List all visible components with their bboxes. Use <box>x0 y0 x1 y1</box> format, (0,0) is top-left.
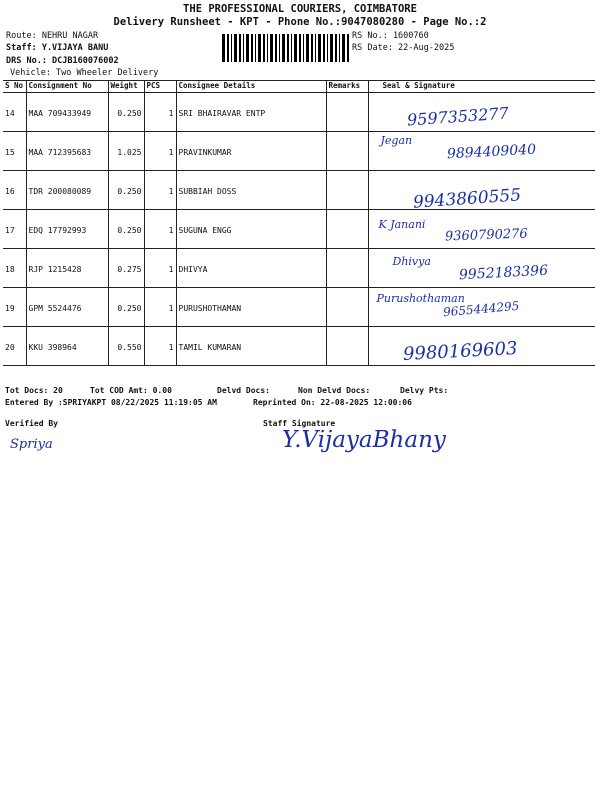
barcode-bar <box>258 34 261 62</box>
row-seal-signature <box>368 93 595 132</box>
barcode-bar <box>303 34 304 62</box>
barcode-bar <box>323 34 325 62</box>
barcode-bar <box>275 34 277 62</box>
row-seal-signature <box>368 171 595 213</box>
verifier-signature: Spriya <box>10 437 53 452</box>
barcode-bar <box>222 34 225 62</box>
handwritten-phone-number: 9980169603 <box>402 338 518 365</box>
row-consignee: SUBBIAH DOSS <box>176 171 326 210</box>
entered-by: Entered By :SPRIYAKPT 08/22/2025 11:19:05 AM <box>5 398 217 407</box>
barcode-bar <box>279 34 280 62</box>
table-row <box>3 93 595 132</box>
row-seal-signature <box>368 210 595 249</box>
row-weight: 0.250 <box>108 171 144 210</box>
barcode-bar <box>327 34 328 62</box>
barcode-bar <box>255 34 256 62</box>
barcode-bar <box>267 34 268 62</box>
row-remarks <box>326 249 368 288</box>
row-remarks <box>326 288 368 327</box>
row-consignee: DHIVYA <box>176 249 326 288</box>
handwritten-name: Purushothaman <box>376 292 465 305</box>
barcode-bar <box>251 34 253 62</box>
runsheet-subtitle: Delivery Runsheet - KPT - Phone No.:9047080280 - Page No.:2 <box>113 16 487 28</box>
row-pcs: 1 <box>144 210 176 249</box>
table-row <box>3 132 595 171</box>
delivered-docs: Delvd Docs: <box>217 386 270 395</box>
row-remarks <box>326 171 368 210</box>
barcode-bar <box>291 34 292 62</box>
row-sno: 19 <box>3 288 26 327</box>
col-pcs: PCS <box>144 81 176 93</box>
row-pcs: 1 <box>144 327 176 366</box>
barcode-bar <box>342 34 345 62</box>
row-remarks <box>326 132 368 171</box>
row-consignment-no: TDR 200080089 <box>26 171 108 210</box>
row-consignee: TAMIL KUMARAN <box>176 327 326 366</box>
staff-handwritten-signature: Y.VijayaBhany <box>282 427 446 453</box>
handwritten-phone-number: 9360790276 <box>444 226 528 245</box>
barcode-bar <box>311 34 313 62</box>
table-row <box>3 288 595 327</box>
handwritten-name: K Janani <box>378 218 426 231</box>
handwritten-phone-number: 9894409040 <box>446 141 536 163</box>
barcode-bar <box>315 34 316 62</box>
vehicle-label: Vehicle: Two Wheeler Delivery <box>10 68 159 78</box>
handwritten-name: Jegan <box>380 134 413 147</box>
row-sno: 17 <box>3 210 26 249</box>
row-weight: 0.550 <box>108 327 144 366</box>
row-consignment-no: KKU 398964 <box>26 327 108 366</box>
barcode-bar <box>299 34 301 62</box>
barcode-bar <box>234 34 237 62</box>
row-pcs: 1 <box>144 249 176 288</box>
route-label: Route: NEHRU NAGAR <box>6 31 99 41</box>
row-sno: 15 <box>3 132 26 171</box>
row-seal-signature <box>368 327 595 366</box>
row-sno: 16 <box>3 171 26 210</box>
total-docs: Tot Docs: 20 <box>5 386 63 395</box>
barcode-bar <box>335 34 337 62</box>
company-title: THE PROFESSIONAL COURIERS, COIMBATORE <box>183 3 417 15</box>
barcode-bar <box>318 34 321 62</box>
barcode-bar <box>243 34 244 62</box>
row-sno: 20 <box>3 327 26 366</box>
barcode-bar <box>270 34 273 62</box>
barcode-bar <box>263 34 265 62</box>
staff-label: Staff: Y.VIJAYA BANU <box>6 43 109 53</box>
table-row <box>3 171 595 210</box>
barcode-bar <box>306 34 309 62</box>
rs-number: RS No.: 1600760 <box>352 31 429 41</box>
row-consignee: PRAVINKUMAR <box>176 132 326 171</box>
drs-number: DRS No.: DCJB160076002 <box>6 56 119 66</box>
verified-by-label: Verified By <box>5 419 58 428</box>
staff-signature-label: Staff Signature <box>263 419 336 428</box>
handwritten-phone-number: 9952183396 <box>458 262 548 284</box>
col-remarks: Remarks <box>326 81 368 93</box>
barcode-image <box>222 34 350 62</box>
col-weight: Weight <box>108 81 144 93</box>
col-signature: Seal & Signature <box>368 81 595 93</box>
row-sno: 14 <box>3 93 26 132</box>
col-consignment: Consignment No <box>26 81 108 93</box>
row-consignment-no: MAA 709433949 <box>26 93 108 132</box>
handwritten-phone-number: 9655444295 <box>442 298 520 320</box>
reprinted-on: Reprinted On: 22-08-2025 12:00:06 <box>253 398 412 407</box>
handwritten-name: Dhivya <box>392 255 431 268</box>
non-delivered-docs: Non Delvd Docs: <box>298 386 371 395</box>
handwritten-phone-number: 9943860555 <box>411 185 522 213</box>
row-remarks <box>326 327 368 366</box>
table-row <box>3 249 595 288</box>
barcode-bar <box>239 34 241 62</box>
row-seal-signature <box>368 249 595 288</box>
row-weight: 1.025 <box>108 132 144 171</box>
row-consignment-no: GPM 5524476 <box>26 288 108 327</box>
delivery-points: Delvy Pts: <box>400 386 449 395</box>
row-seal-signature <box>368 132 595 171</box>
col-sno: S No <box>3 81 26 93</box>
barcode-bar <box>339 34 340 62</box>
row-pcs: 1 <box>144 288 176 327</box>
row-pcs: 1 <box>144 93 176 132</box>
row-remarks <box>326 93 368 132</box>
barcode-bar <box>287 34 289 62</box>
handwritten-phone-number: 9597353277 <box>405 103 509 130</box>
barcode-bar <box>294 34 297 62</box>
table-row <box>3 327 595 366</box>
runsheet-table <box>3 80 595 366</box>
barcode-bar <box>246 34 249 62</box>
row-weight: 0.250 <box>108 210 144 249</box>
row-consignee: SRI BHAIRAVAR ENTP <box>176 93 326 132</box>
row-consignment-no: RJP 1215428 <box>26 249 108 288</box>
row-seal-signature <box>368 288 595 327</box>
table-row <box>3 210 595 249</box>
barcode-bar <box>282 34 285 62</box>
row-weight: 0.250 <box>108 93 144 132</box>
row-remarks <box>326 210 368 249</box>
row-consignee: PURUSHOTHAMAN <box>176 288 326 327</box>
barcode-bar <box>231 34 232 62</box>
barcode-bar <box>347 34 349 62</box>
table-header-row <box>3 81 595 93</box>
row-consignee: SUGUNA ENGG <box>176 210 326 249</box>
row-consignment-no: MAA 712395683 <box>26 132 108 171</box>
rs-date: RS Date: 22-Aug-2025 <box>352 43 455 53</box>
row-consignment-no: EDQ 17792993 <box>26 210 108 249</box>
col-consignee: Consignee Details <box>176 81 326 93</box>
barcode-bar <box>330 34 333 62</box>
total-cod-amount: Tot COD Amt: 0.00 <box>90 386 172 395</box>
row-weight: 0.275 <box>108 249 144 288</box>
row-weight: 0.250 <box>108 288 144 327</box>
barcode-bar <box>227 34 229 62</box>
row-pcs: 1 <box>144 171 176 210</box>
row-pcs: 1 <box>144 132 176 171</box>
row-sno: 18 <box>3 249 26 288</box>
